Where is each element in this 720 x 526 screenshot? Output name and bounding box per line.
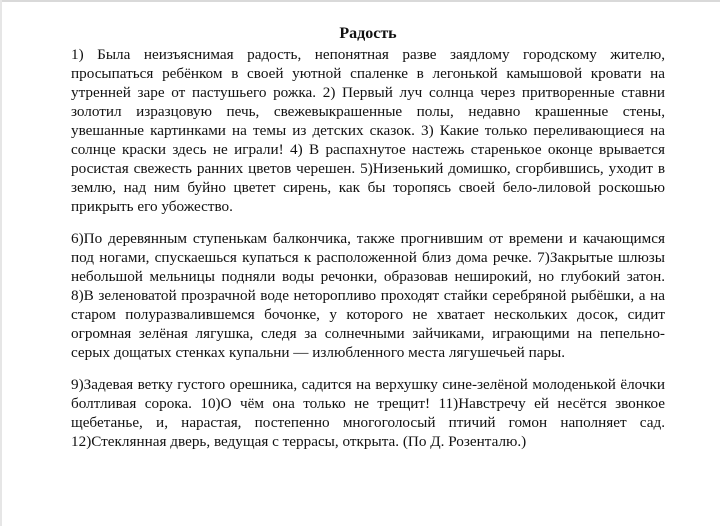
- document-title: Радость: [339, 25, 397, 42]
- page-border-top: [0, 0, 720, 2]
- document-page: [71, 24, 665, 451]
- paragraph-3: 9)Задевая ветку густого орешника, садится на верхушку сине-зелёной молоденькой ёлочки болтливая сорока. 10)О чём она только не трещит! 11)Навстречу ей несётся звонкое щебетанье, и, нарастая, постепенно многоголосый птичий гомон наполняет сад. 12)Стеклянная дверь, ведущая с террасы, открыта. (По Д. Розенталю.): [71, 376, 665, 450]
- page-border-left: [0, 0, 2, 526]
- paragraph-2: 6)По деревянным ступенькам балкончика, также прогнившим от времени и качающимся под ногами, спускаешься купаться к расположенной близ дома речке. 7)Закрытые шлюзы небольшой мельницы подняли воды речонки, образовав неширокий, но глубокий затон. 8)В зеленоватой прозрачной воде неторопливо проходят стайки серебряной рыбёшки, а на старом полуразвалившемся бочонке, у которого не хватает нескольких досок, сидит огромная зелёная лягушка, следя за солнечными зайчиками, играющими на пепельно-серых дощатых стенках купальни — излюбленного места лягушечьей пары.: [71, 230, 665, 361]
- paragraph-1: 1) Была неизъяснимая радость, непонятная разве заядлому городскому жителю, просыпаться ребёнком в своей уютной спаленке в легонькой камышовой кровати на утренней заре от пастушьего рожка. 2) Первый луч солнца через притворенные ставни золотил изразцовую печь, свежевыкрашенные полы, недавно крашенные стены, увешанные картинками на темы из детских сказок. 3) Какие только переливающиеся на солнце краски здесь не играли! 4) В распахнутое настежь старенькое оконце врывается росистая свежесть ранних цветов черешен. 5)Низенький домишко, сгорбившись, уходит в землю, над ним буйно цветет сирень, как бы торопясь своей бело-лиловой роскошью прикрыть его убожество.: [71, 46, 665, 215]
